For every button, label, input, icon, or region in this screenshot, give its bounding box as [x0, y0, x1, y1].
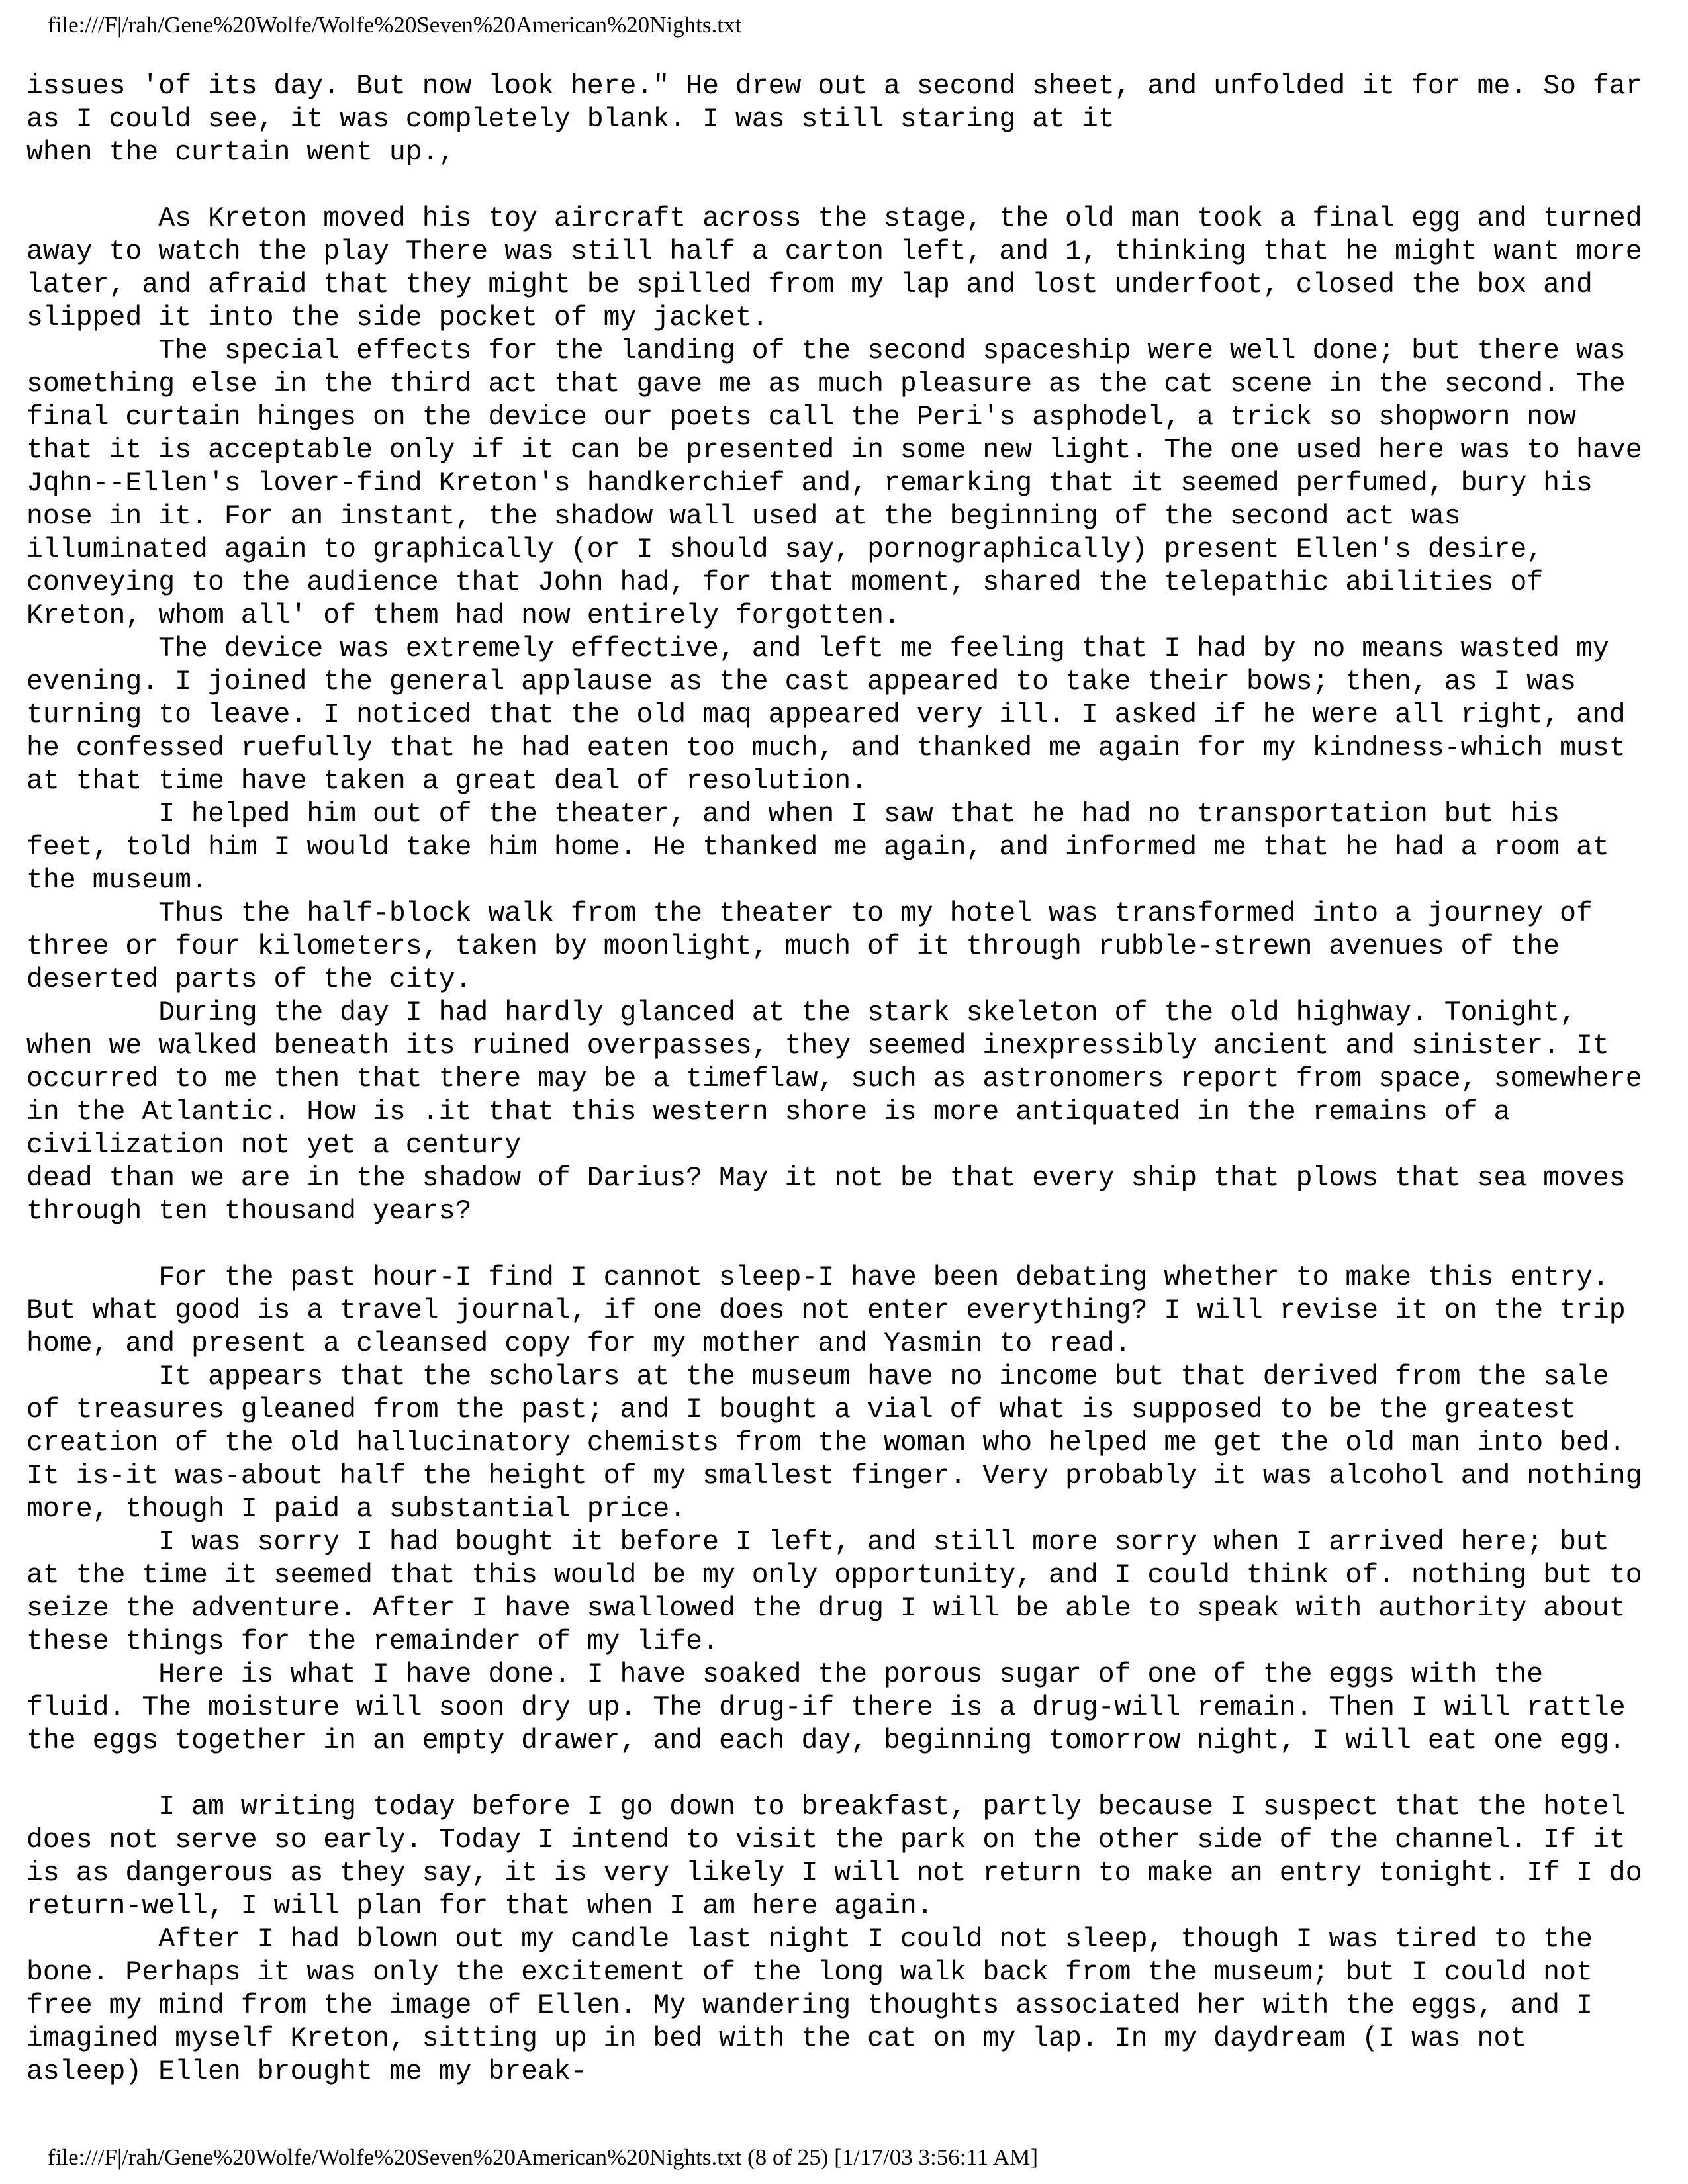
text-line: occurred to me then that there may be a timeflaw, such as astronomers report from space, somewhere — [26, 1064, 1642, 1095]
text-line: During the day I had hardly glanced at the stark skeleton of the old highway. Tonight, — [26, 997, 1576, 1028]
text-line: these things for the remainder of my life. — [26, 1626, 719, 1657]
text-line: deserted parts of the city. — [26, 964, 472, 995]
page-header-file-path: file:///F|/rah/Gene%20Wolfe/Wolfe%20Seven%20American%20Nights.txt — [48, 12, 742, 38]
text-line: As Kreton moved his toy aircraft across the stage, the old man took a final egg and turned — [26, 203, 1642, 234]
text-line: The device was extremely effective, and left me feeling that I had by no means wasted my — [26, 633, 1609, 664]
text-line: bone. Perhaps it was only the excitement of the long walk back from the museum; but I could not — [26, 1957, 1593, 1988]
text-line: imagined myself Kreton, sitting up in bed with the cat on my lap. In my daydream (I was not — [26, 2023, 1527, 2054]
text-line — [26, 169, 1668, 203]
text-line: through ten thousand years? — [26, 1196, 472, 1227]
text-line: slipped it into the side pocket of my jacket. — [26, 302, 769, 334]
text-line: conveying to the audience that John had, for that moment, shared the telepathic abilities of — [26, 567, 1544, 598]
text-line: in the Atlantic. How is .it that this western shore is more antiquated in the remains of a — [26, 1097, 1511, 1128]
text-line: as I could see, it was completely blank. I was still staring at it — [26, 104, 1115, 135]
text-line: The special effects for the landing of the second spaceship were well done; but there was — [26, 336, 1626, 367]
text-line: Kreton, whom all' of them had now entirely forgotten. — [26, 600, 900, 631]
text-line: It appears that the scholars at the museum have no income but that derived from the sale — [26, 1361, 1609, 1392]
text-line: fluid. The moisture will soon dry up. The drug-if there is a drug-will remain. Then I will rattle — [26, 1692, 1626, 1723]
text-line: dead than we are in the shadow of Darius? May it not be that every ship that plows that sea moves — [26, 1163, 1626, 1194]
text-line: issues 'of its day. But now look here." He drew out a second sheet, and unfolded it for me. So far — [26, 71, 1642, 102]
text-line: of treasures gleaned from the past; and I bought a vial of what is supposed to be the greatest — [26, 1394, 1576, 1426]
text-line: evening. I joined the general applause as the cast appeared to take their bows; then, as I was — [26, 666, 1576, 698]
text-line: later, and afraid that they might be spilled from my lap and lost underfoot, closed the box and — [26, 269, 1593, 300]
page-footer-file-info: file:///F|/rah/Gene%20Wolfe/Wolfe%20Seven%20American%20Nights.txt (8 of 25) [1/17/03 3:56:11 AM] — [48, 2144, 1039, 2170]
text-line: civilization not yet a century — [26, 1130, 522, 1161]
text-line: I helped him out of the theater, and when I saw that he had no transportation but his — [26, 799, 1560, 830]
text-line: After I had blown out my candle last night I could not sleep, though I was tired to the — [26, 1924, 1593, 1955]
text-line: asleep) Ellen brought me my break- — [26, 2056, 587, 2087]
text-line: at that time have taken a great deal of resolution. — [26, 766, 868, 797]
text-line: that it is acceptable only if it can be presented in some new light. The one used here was to have — [26, 435, 1642, 466]
text-line: nose in it. For an instant, the shadow wall used at the beginning of the second act was — [26, 501, 1461, 532]
text-line: more, though I paid a substantial price. — [26, 1494, 686, 1525]
text-line: It is-it was-about half the height of my smallest finger. Very probably it was alcohol and nothing — [26, 1461, 1642, 1492]
text-line — [26, 1228, 1668, 1261]
text-line: For the past hour-I find I cannot sleep-I have been debating whether to make this entry. — [26, 1262, 1609, 1293]
text-line: creation of the old hallucinatory chemists from the woman who helped me get the old man into bed. — [26, 1428, 1626, 1459]
text-line: the museum. — [26, 865, 208, 896]
text-line: I was sorry I had bought it before I left, and still more sorry when I arrived here; but — [26, 1527, 1609, 1558]
text-line: illuminated again to graphically (or I should say, pornographically) present Ellen's desire, — [26, 534, 1544, 565]
text-line: when the curtain went up., — [26, 137, 455, 168]
text-line: he confessed ruefully that he had eaten too much, and thanked me again for my kindness-which must — [26, 733, 1626, 764]
text-line: final curtain hinges on the device our poets call the Peri's asphodel, a trick so shopworn now — [26, 402, 1576, 433]
text-line: free my mind from the image of Ellen. My wandering thoughts associated her with the eggs, and I — [26, 1990, 1593, 2021]
text-line: I am writing today before I go down to breakfast, partly because I suspect that the hotel — [26, 1792, 1626, 1823]
text-line: something else in the third act that gave me as much pleasure as the cat scene in the second. The — [26, 369, 1626, 400]
text-line: when we walked beneath its ruined overpasses, they seemed inexpressibly ancient and sinister. It — [26, 1030, 1609, 1062]
text-line: turning to leave. I noticed that the old maq appeared very ill. I asked if he were all right, and — [26, 700, 1626, 731]
text-line: feet, told him I would take him home. He thanked me again, and informed me that he had a room at — [26, 832, 1609, 863]
text-line: is as dangerous as they say, it is very likely I will not return to make an entry tonight. If I do — [26, 1858, 1642, 1889]
text-line: Thus the half-block walk from the theater to my hotel was transformed into a journey of — [26, 898, 1593, 929]
text-line: does not serve so early. Today I intend to visit the park on the other side of the channel. If it — [26, 1825, 1626, 1856]
text-line — [26, 1758, 1668, 1791]
text-line: Here is what I have done. I have soaked the porous sugar of one of the eggs with the — [26, 1659, 1544, 1690]
text-line: home, and present a cleansed copy for my mother and Yasmin to read. — [26, 1328, 1131, 1359]
text-line: the eggs together in an empty drawer, and each day, beginning tomorrow night, I will eat one egg. — [26, 1725, 1626, 1756]
text-line: Jqhn--Ellen's lover-find Kreton's handkerchief and, remarking that it seemed perfumed, bury his — [26, 468, 1593, 499]
text-line: away to watch the play There was still half a carton left, and 1, thinking that he might want more — [26, 236, 1642, 267]
text-line: three or four kilometers, taken by moonlight, much of it through rubble-strewn avenues of the — [26, 931, 1560, 962]
text-line: seize the adventure. After I have swallowed the drug I will be able to speak with authority about — [26, 1593, 1626, 1624]
text-line: return-well, I will plan for that when I am here again. — [26, 1891, 933, 1922]
text-line: at the time it seemed that this would be my only opportunity, and I could think of. nothing but to — [26, 1560, 1642, 1591]
text-line: But what good is a travel journal, if one does not enter everything? I will revise it on the trip — [26, 1295, 1626, 1326]
document-body-text — [26, 70, 1668, 2089]
